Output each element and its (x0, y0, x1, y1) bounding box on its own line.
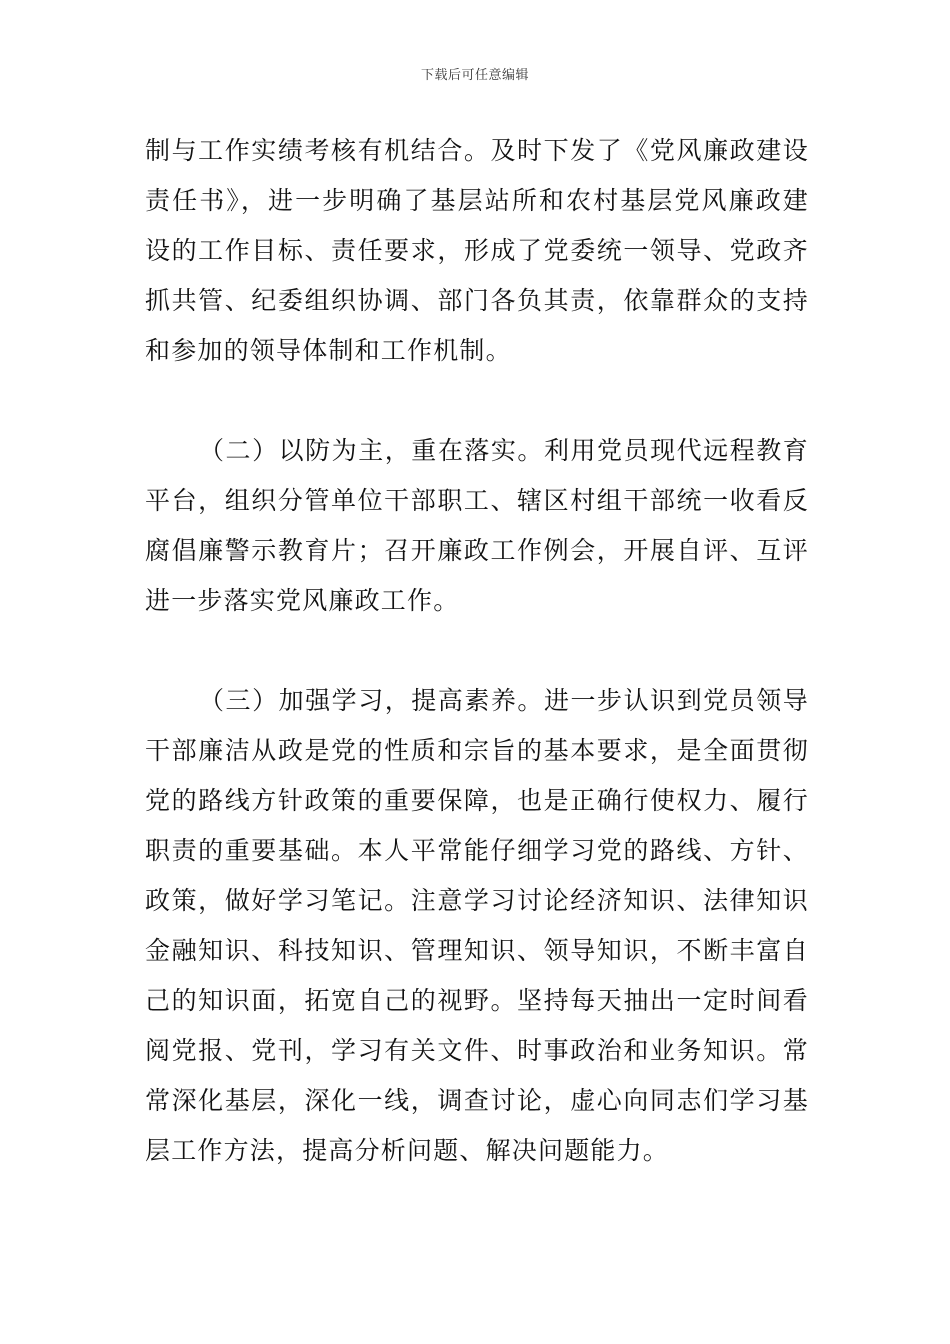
page-header: 下载后可任意编辑 (420, 68, 529, 83)
paragraph-section-two: （二）以防为主，重在落实。利用党员现代远程教育平台，组织分管单位干部职工、辖区村组干部统一收看反腐倡廉警示教育片；召开廉政工作例会，开展自评、互评进一步落实党风廉政工作。 (145, 436, 809, 615)
paragraph-gap (145, 376, 809, 426)
paragraph-gap (145, 626, 809, 676)
document-body (145, 126, 809, 1176)
paragraph-section-three: （三）加强学习，提高素养。进一步认识到党员领导干部廉洁从政是党的性质和宗旨的基本要求，是全面贯彻党的路线方针政策的重要保障，也是正确行使权力、履行职责的重要基础。本人平常能仔细学习党的路线、方针、政策，做好学习笔记。注意学习讨论经济知识、法律知识金融知识、科技知识、管理知识、领导知识，不断丰富自己的知识面，拓宽自己的视野。坚持每天抽出一定时间看阅党报、党刊，学习有关文件、时事政治和业务知识。常常深化基层，深化一线，调查讨论，虚心向同志们学习基层工作方法，提高分析问题、解决问题能力。 (145, 686, 809, 1165)
paragraph-continuation: 制与工作实绩考核有机结合。及时下发了《党风廉政建设责任书》，进一步明确了基层站所和农村基层党风廉政建设的工作目标、责任要求，形成了党委统一领导、党政齐抓共管、纪委组织协调、部门各负其责，依靠群众的支持和参加的领导体制和工作机制。 (145, 136, 809, 365)
